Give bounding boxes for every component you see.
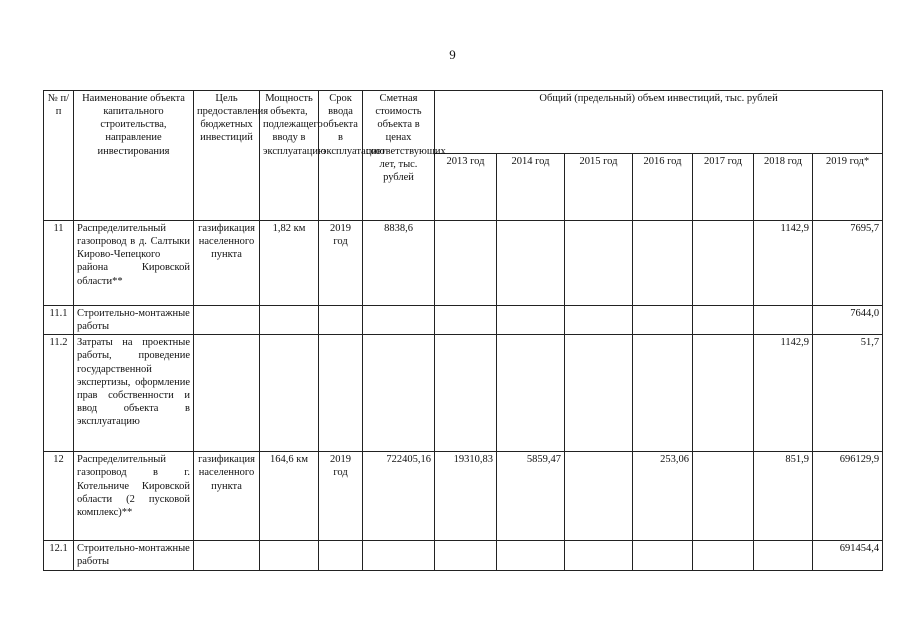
row-purpose	[194, 541, 260, 570]
header-year: 2019 год*	[813, 154, 883, 221]
header-year: 2018 год	[754, 154, 813, 221]
header-no: № п/п	[44, 91, 74, 221]
row-y2016	[633, 221, 693, 306]
investment-table	[43, 90, 883, 571]
row-y2017	[693, 452, 754, 541]
header-total-investment: Общий (предельный) объем инвестиций, тыс. рублей	[435, 91, 883, 154]
header-year: 2014 год	[497, 154, 565, 221]
row-capacity	[260, 335, 319, 452]
header-estimate: Сметная стоимость объекта в ценах соответствующих лет, тыс. рублей	[363, 91, 435, 221]
row-capacity: 164,6 км	[260, 452, 319, 541]
row-estimate: 8838,6	[363, 221, 435, 306]
row-deadline	[319, 541, 363, 570]
row-estimate: 722405,16	[363, 452, 435, 541]
row-y2019: 691454,4	[813, 541, 883, 570]
row-no: 12	[44, 452, 74, 541]
table-row	[44, 541, 883, 570]
table-row	[44, 335, 883, 452]
row-y2015	[565, 541, 633, 570]
row-y2017	[693, 221, 754, 306]
row-no: 11	[44, 221, 74, 306]
row-y2018: 851,9	[754, 452, 813, 541]
row-y2014	[497, 306, 565, 335]
row-y2013	[435, 335, 497, 452]
row-no: 11.1	[44, 306, 74, 335]
row-capacity: 1,82 км	[260, 221, 319, 306]
row-y2017	[693, 306, 754, 335]
row-capacity	[260, 541, 319, 570]
row-name: Распределительный газопровод в г. Котельниче Кировской области (2 пусковой комплекс)**	[74, 452, 194, 541]
row-y2019: 51,7	[813, 335, 883, 452]
table-row	[44, 221, 883, 306]
header-name: Наименование объекта капитального строительства, направление инвестирования	[74, 91, 194, 221]
row-y2014: 5859,47	[497, 452, 565, 541]
row-deadline	[319, 306, 363, 335]
row-name: Затраты на проектные работы, проведение государственной экспертизы, оформление прав собственности и ввод объекта в эксплуатацию	[74, 335, 194, 452]
row-y2015	[565, 306, 633, 335]
header-deadline: Срок ввода объекта в эксплуатацию	[319, 91, 363, 221]
row-deadline: 2019 год	[319, 452, 363, 541]
row-deadline	[319, 335, 363, 452]
row-y2013	[435, 306, 497, 335]
row-y2019: 7695,7	[813, 221, 883, 306]
table-row	[44, 306, 883, 335]
header-row	[44, 91, 883, 154]
row-y2016	[633, 541, 693, 570]
header-year: 2015 год	[565, 154, 633, 221]
row-y2015	[565, 221, 633, 306]
row-y2016	[633, 306, 693, 335]
row-purpose: газификация населенного пункта	[194, 221, 260, 306]
table-row	[44, 452, 883, 541]
row-y2019: 696129,9	[813, 452, 883, 541]
row-purpose	[194, 335, 260, 452]
row-y2014	[497, 221, 565, 306]
row-y2015	[565, 452, 633, 541]
row-y2017	[693, 335, 754, 452]
row-y2013	[435, 541, 497, 570]
row-y2016	[633, 335, 693, 452]
row-y2018	[754, 541, 813, 570]
row-y2018: 1142,9	[754, 221, 813, 306]
row-estimate	[363, 541, 435, 570]
row-no: 11.2	[44, 335, 74, 452]
header-year: 2017 год	[693, 154, 754, 221]
row-name: Распределительный газопровод в д. Салтыки Кирово-Чепецкого района Кировской области**	[74, 221, 194, 306]
page-number: 9	[449, 47, 456, 62]
row-y2014	[497, 541, 565, 570]
row-estimate	[363, 335, 435, 452]
row-purpose	[194, 306, 260, 335]
row-purpose: газификация населенного пункта	[194, 452, 260, 541]
row-y2015	[565, 335, 633, 452]
row-y2013: 19310,83	[435, 452, 497, 541]
row-no: 12.1	[44, 541, 74, 570]
row-y2014	[497, 335, 565, 452]
row-y2018	[754, 306, 813, 335]
row-name: Строительно-монтажные работы	[74, 541, 194, 570]
row-y2017	[693, 541, 754, 570]
header-purpose: Цель предоставления бюджетных инвестиций	[194, 91, 260, 221]
row-name: Строительно-монтажные работы	[74, 306, 194, 335]
row-capacity	[260, 306, 319, 335]
row-estimate	[363, 306, 435, 335]
header-year: 2016 год	[633, 154, 693, 221]
row-y2016: 253,06	[633, 452, 693, 541]
header-year: 2013 год	[435, 154, 497, 221]
row-y2018: 1142,9	[754, 335, 813, 452]
row-deadline: 2019 год	[319, 221, 363, 306]
row-y2019: 7644,0	[813, 306, 883, 335]
header-capacity: Мощность объекта, подлежащего вводу в эксплуатацию	[260, 91, 319, 221]
row-y2013	[435, 221, 497, 306]
